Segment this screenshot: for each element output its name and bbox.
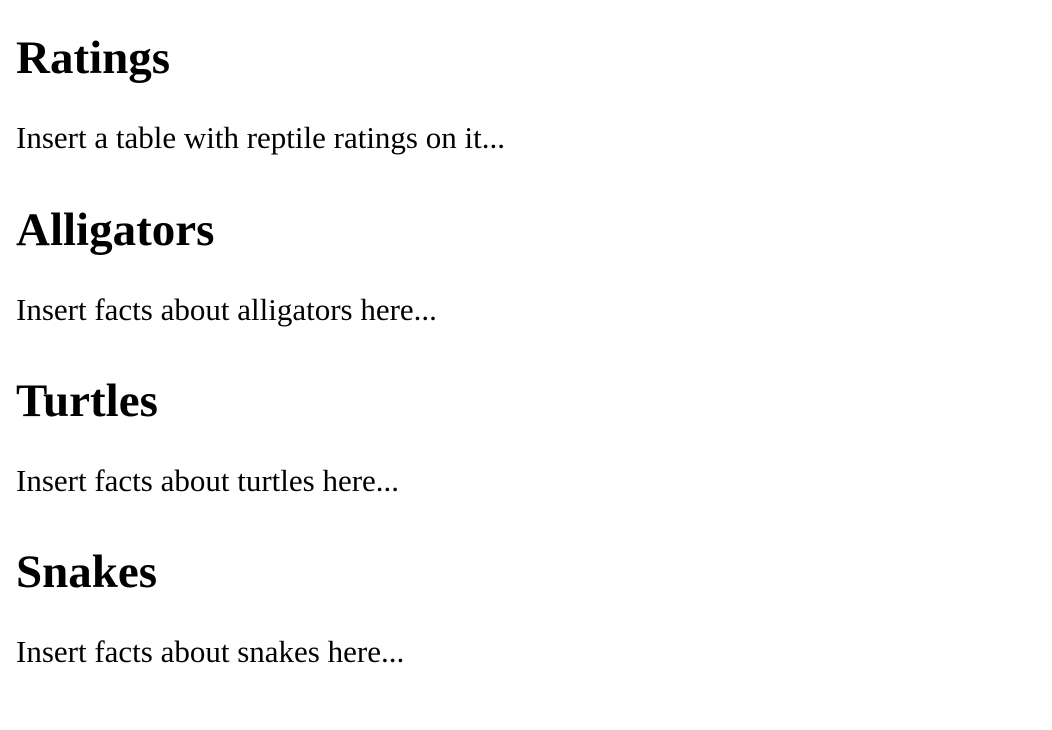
ratings-text: Insert a table with reptile ratings on it... xyxy=(16,120,505,155)
turtles-heading: Turtles xyxy=(16,375,158,427)
snakes-text: Insert facts about snakes here... xyxy=(16,634,405,669)
ratings-section xyxy=(16,31,1036,155)
alligators-text: Insert facts about alligators here... xyxy=(16,292,437,327)
ratings-heading: Ratings xyxy=(16,32,171,84)
alligators-heading: Alligators xyxy=(16,204,215,256)
alligators-section xyxy=(16,203,1036,327)
snakes-heading: Snakes xyxy=(16,546,158,598)
turtles-text: Insert facts about turtles here... xyxy=(16,463,400,498)
turtles-section xyxy=(16,374,1036,498)
snakes-section xyxy=(16,545,1036,669)
